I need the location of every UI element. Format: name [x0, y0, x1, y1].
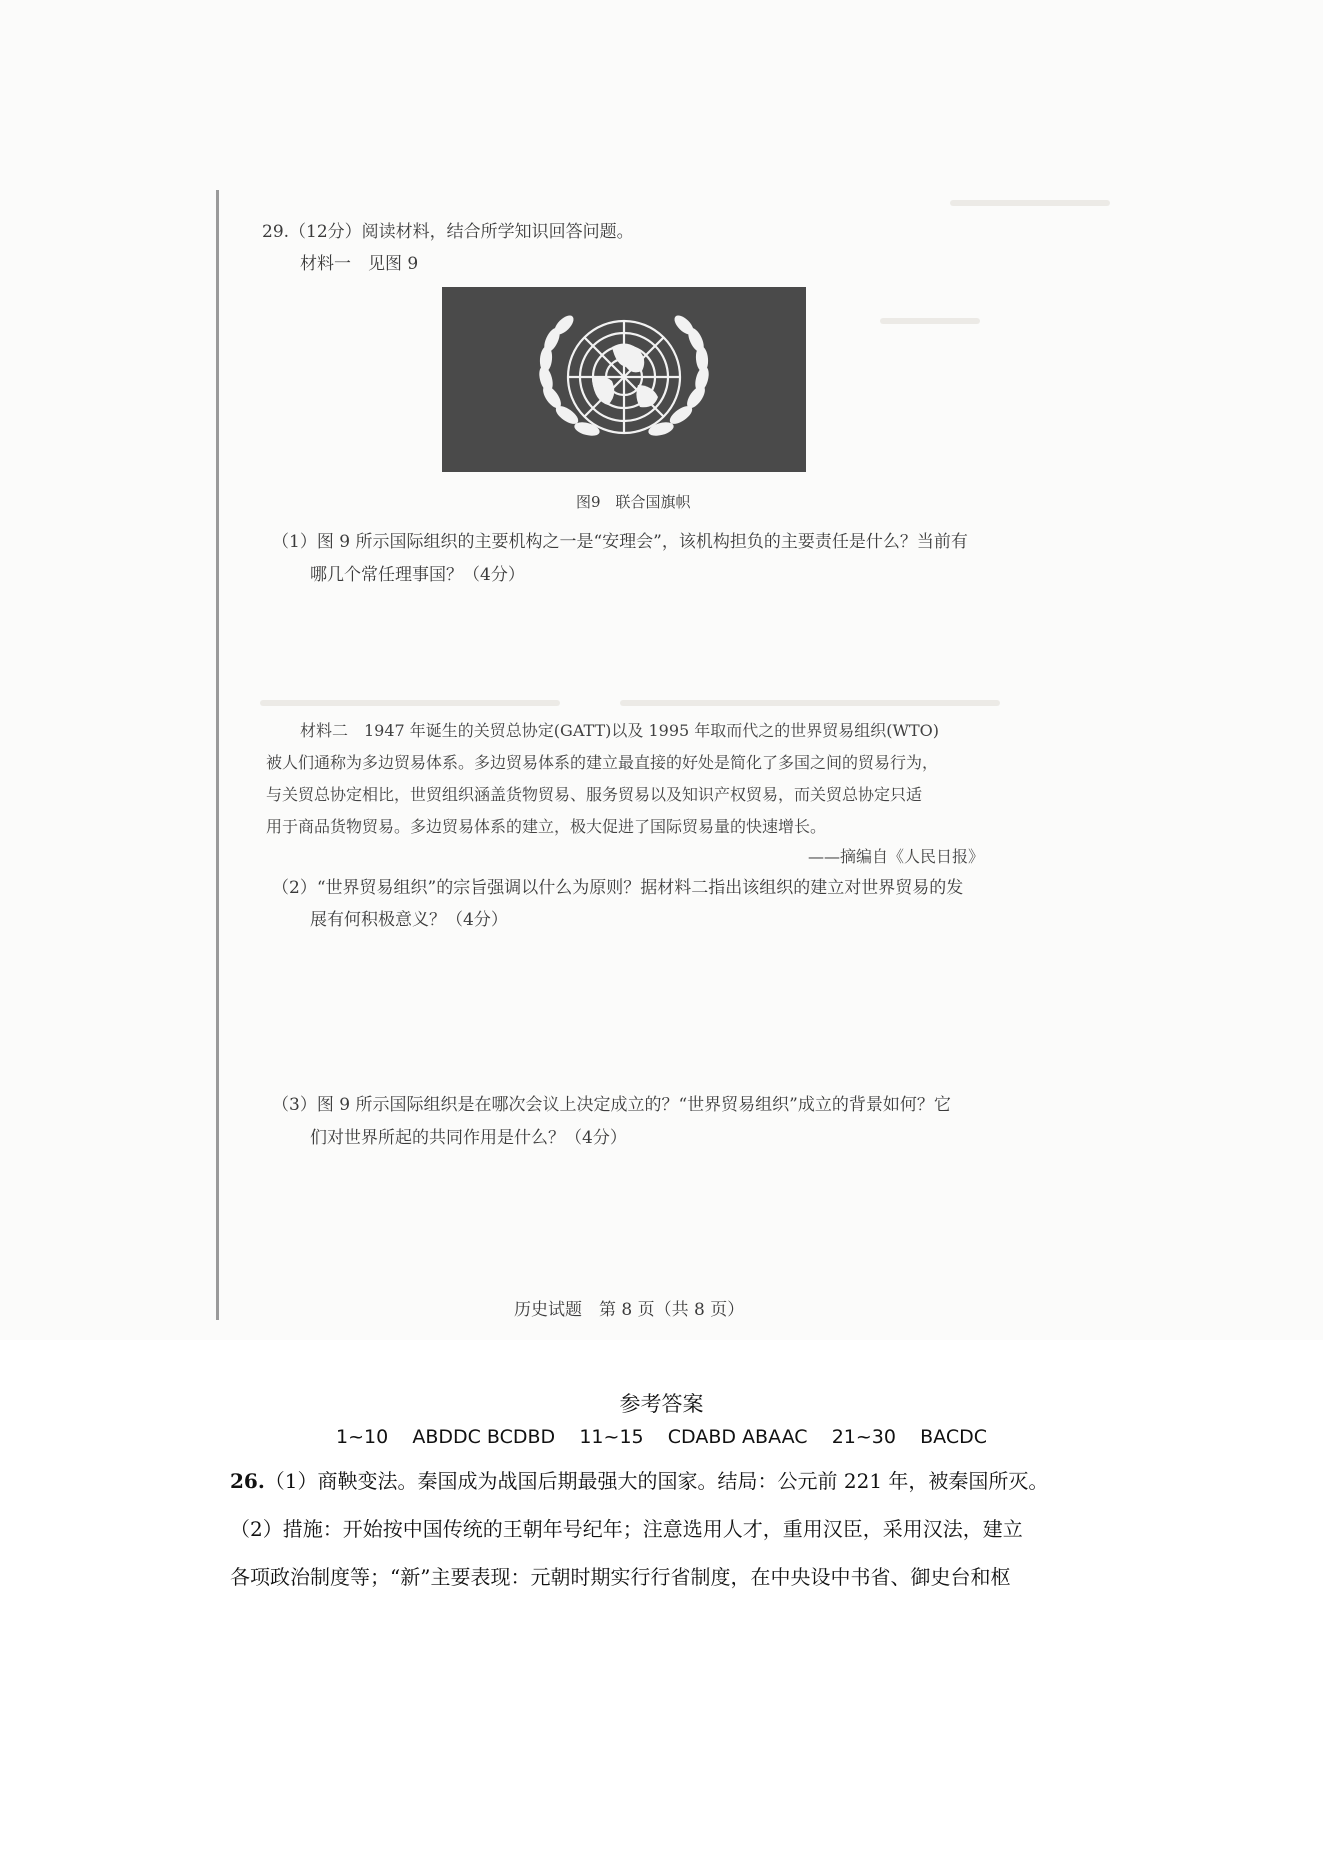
page-footer: 历史试题 第 8 页（共 8 页）: [514, 1300, 745, 1320]
answer-26-line-2: （2）措施：开始按中国传统的王朝年号纪年；注意选用人才，重用汉臣，采用汉法，建立: [230, 1517, 1023, 1541]
question-1-line-2: 哪几个常任理事国？（4分）: [310, 565, 525, 585]
question-3-line-2: 们对世界所起的共同作用是什么？（4分）: [310, 1128, 627, 1148]
question-header: 29.（12分）阅读材料，结合所学知识回答问题。: [262, 222, 634, 242]
material-2-source: ——摘编自《人民日报》: [808, 847, 985, 866]
material-2-line-1: 材料二 1947 年诞生的关贸总协定(GATT)以及 1995 年取而代之的世界贸易组织(WTO): [300, 721, 940, 740]
answer-26-line-1-text: （1）商鞅变法。秦国成为战国后期最强大的国家。结局：公元前 221 年，被秦国所灭。: [264, 1469, 1049, 1493]
answer-26-line-1: [230, 1464, 1048, 1498]
material-2-line-2: 被人们通称为多边贸易体系。多边贸易体系的建立最直接的好处是简化了多国之间的贸易行为，: [266, 753, 939, 772]
figure-caption: 图9 联合国旗帜: [576, 493, 691, 511]
answer-key-title: 参考答案: [619, 1392, 704, 1416]
binding-margin-line: [216, 190, 219, 1320]
question-2-line-1: （2）“世界贸易组织”的宗旨强调以什么为原则？据材料二指出该组织的建立对世界贸易的发: [272, 878, 964, 898]
question-1-line-1: （1）图 9 所示国际组织的主要机构之一是“安理会”，该机构担负的主要责任是什么？当前有: [272, 532, 968, 552]
bleed-through-mark: [950, 200, 1110, 206]
bleed-through-mark: [260, 700, 560, 706]
material-2-line-3: 与关贸总协定相比，世贸组织涵盖货物贸易、服务贸易以及知识产权贸易，而关贸总协定只适: [266, 785, 923, 804]
question-3-line-1: （3）图 9 所示国际组织是在哪次会议上决定成立的？“世界贸易组织”成立的背景如何？它: [272, 1095, 951, 1115]
un-emblem-icon: [442, 287, 806, 472]
multiple-choice-answer-key: 1~10 ABDDC BCDBD 11~15 CDABD ABAAC 21~30 BACDC: [335, 1426, 987, 1448]
bleed-through-mark: [880, 318, 980, 324]
answer-26-line-3: 各项政治制度等；“新”主要表现：元朝时期实行行省制度，在中央设中书省、御史台和枢: [230, 1565, 1011, 1589]
bleed-through-mark: [620, 700, 1000, 706]
un-flag-figure: [442, 287, 806, 472]
material-1-label: 材料一 见图 9: [300, 254, 419, 274]
question-2-line-2: 展有何积极意义？（4分）: [310, 910, 508, 930]
answer-26-number: 26.: [230, 1469, 265, 1493]
material-2-line-4: 用于商品货物贸易。多边贸易体系的建立，极大促进了国际贸易量的快速增长。: [266, 817, 827, 836]
